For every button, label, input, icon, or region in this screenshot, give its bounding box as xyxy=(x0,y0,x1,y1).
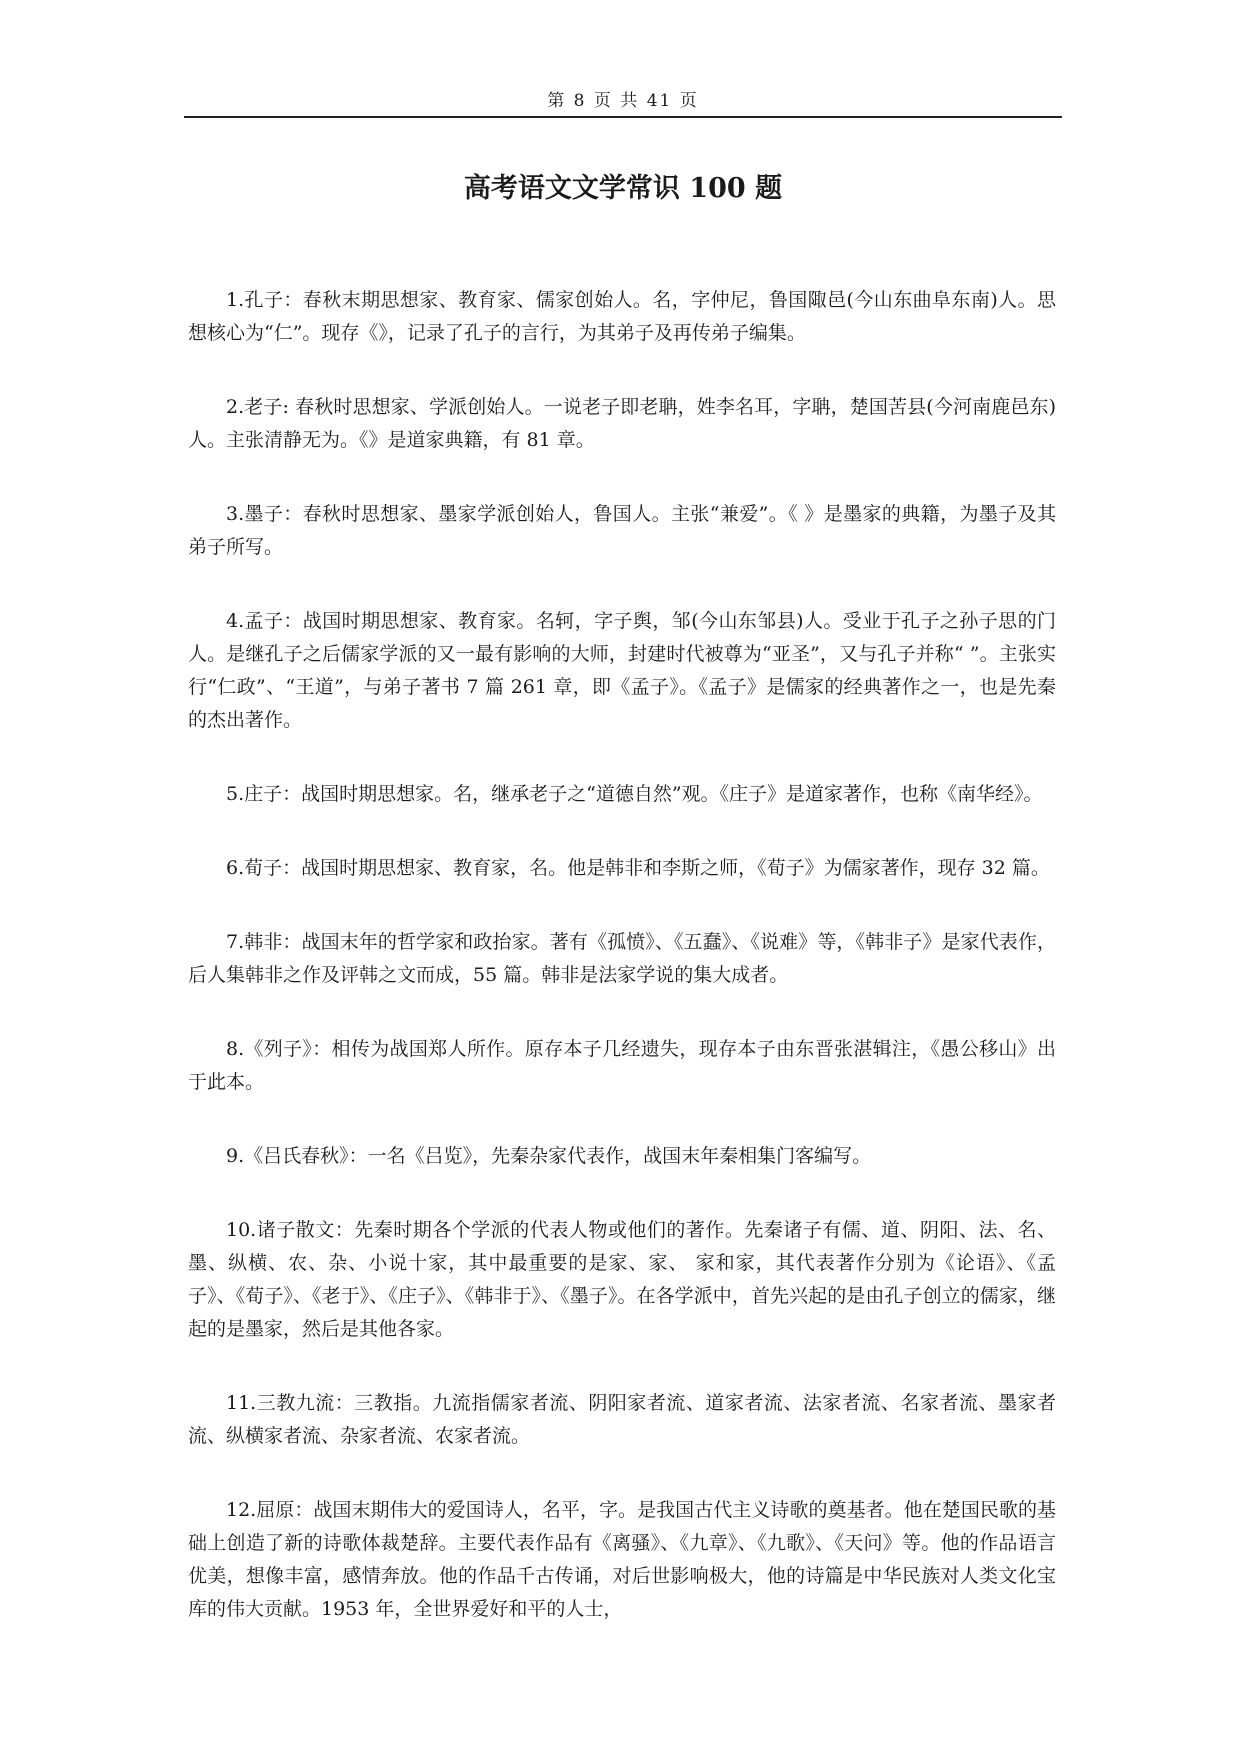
header-divider xyxy=(184,116,1062,118)
paragraph-1: 1.孔子：春秋末期思想家、教育家、儒家创始人。名，字仲尼，鲁国陬邑(今山东曲阜东南)人。思想核心为“仁”。现存《》，记录了孔子的言行，为其弟子及再传弟子编集。 xyxy=(188,289,1056,344)
paragraph-11: 11.三教九流：三教指。九流指儒家者流、阴阳家者流、道家者流、法家者流、名家者流、墨家者流、纵横家者流、杂家者流、农家者流。 xyxy=(188,1392,1056,1447)
paragraph-8: 8.《列子》：相传为战国郑人所作。原存本子几经遗失，现存本子由东晋张湛辑注，《愚公移山》出于此本。 xyxy=(188,1038,1056,1093)
document-body xyxy=(188,284,1056,1667)
page-number-header: 第 8 页 共 41 页 xyxy=(547,91,699,111)
paragraph-2: 2.老子: 春秋时思想家、学派创始人。一说老子即老聃，姓李名耳，字聃，楚国苦县(今河南鹿邑东)人。主张清静无为。《》是道家典籍，有 81 章。 xyxy=(188,396,1056,451)
paragraph-9: 9.《吕氏春秋》：一名《吕览》，先秦杂家代表作，战国末年秦相集门客编写。 xyxy=(226,1145,872,1167)
paragraph-4: 4.孟子：战国时期思想家、教育家。名轲，字子舆，邹(今山东邹县)人。受业于孔子之孙子思的门人。是继孔子之后儒家学派的又一最有影响的大师，封建时代被尊为“亚圣”，又与孔子并称“ ”。主张实行“仁政”、“王道”，与弟子著书 7 篇 261 章，即《孟子》。《孟子》是儒家的经典著作之一，也是先秦的杰出著作。 xyxy=(188,610,1056,731)
paragraph-5: 5.庄子：战国时期思想家。名，继承老子之“道德自然”观。《庄子》是道家著作，也称《南华经》。 xyxy=(226,783,1043,805)
paragraph-6: 6.荀子：战国时期思想家、教育家，名。他是韩非和李斯之师，《荀子》为儒家著作，现存 32 篇。 xyxy=(226,857,1050,879)
paragraph-3: 3.墨子：春秋时思想家、墨家学派创始人，鲁国人。主张“兼爱”。《 》是墨家的典籍，为墨子及其弟子所写。 xyxy=(188,503,1056,558)
document-title: 高考语文文学常识 100 题 xyxy=(463,173,783,204)
paragraph-12: 12.屈原：战国末期伟大的爱国诗人，名平，字。是我国古代主义诗歌的奠基者。他在楚国民歌的基础上创造了新的诗歌体裁楚辞。主要代表作品有《离骚》、《九章》、《九歌》、《天问》等。他的作品语言优美，想像丰富，感情奔放。他的作品千古传诵，对后世影响极大，他的诗篇是中华民族对人类文化宝库的伟大贡献。1953 年，全世界爱好和平的人士， xyxy=(188,1499,1056,1620)
paragraph-7: 7.韩非：战国末年的哲学家和政抬家。著有《孤愤》、《五蠢》、《说难》等，《韩非子》是家代表作，后人集韩非之作及评韩之文而成，55 篇。韩非是法家学说的集大成者。 xyxy=(188,931,1056,986)
paragraph-10: 10.诸子散文：先秦时期各个学派的代表人物或他们的著作。先秦诸子有儒、道、阴阳、法、名、墨、纵横、农、杂、小说十家，其中最重要的是家、家、 家和家，其代表著作分别为《论语》、《孟子》、《荀子》、《老于》、《庄子》、《韩非于》、《墨子》。在各学派中，首先兴起的是由孔子创立的儒家，继起的是墨家，然后是其他各家。 xyxy=(188,1219,1056,1340)
